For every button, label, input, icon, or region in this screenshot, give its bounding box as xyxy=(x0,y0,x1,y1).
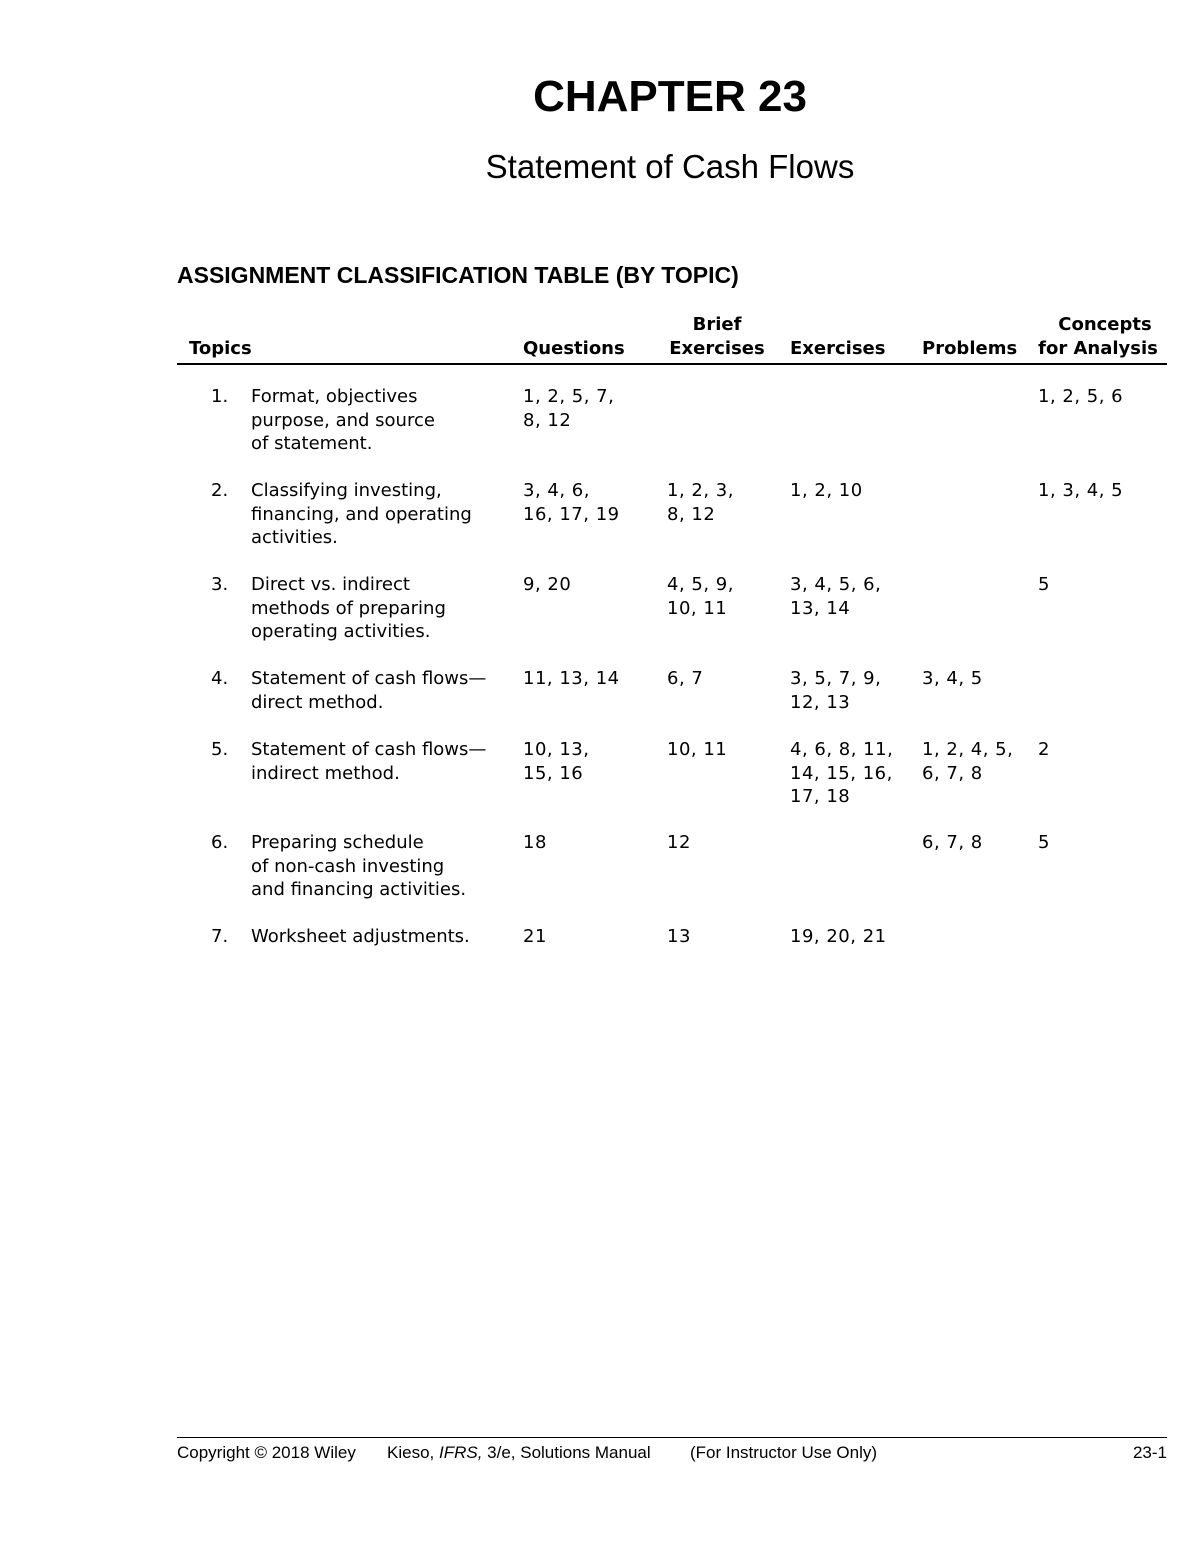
chapter-subtitle: Statement of Cash Flows xyxy=(485,148,855,185)
row-questions: 18 xyxy=(523,832,547,853)
header-problems: Problems xyxy=(922,338,1018,359)
header-exercises: Exercises xyxy=(790,338,886,359)
footer-citation xyxy=(387,1443,651,1463)
header-topics: Topics xyxy=(189,338,252,359)
row-topic: Direct vs. indirect methods of preparing operating activities. xyxy=(251,574,446,642)
footer-edition: 3/e, Solutions Manual xyxy=(482,1443,651,1462)
header-brief-exercises-bottom: Exercises xyxy=(669,338,765,359)
row-brief-exercises: 1, 2, 3, 8, 12 xyxy=(667,480,734,525)
footer-usage-note: (For Instructor Use Only) xyxy=(690,1443,878,1462)
table-row xyxy=(177,479,1167,551)
row-number: 7. xyxy=(211,926,229,947)
row-number: 4. xyxy=(211,668,229,689)
table-row xyxy=(177,831,1167,903)
table-row xyxy=(177,385,1167,457)
footer-book-title: IFRS, xyxy=(438,1443,483,1462)
row-exercises: 19, 20, 21 xyxy=(790,926,887,947)
footer-copyright: Copyright © 2018 Wiley xyxy=(177,1443,356,1462)
row-brief-exercises: 6, 7 xyxy=(667,668,704,689)
row-exercises: 1, 2, 10 xyxy=(790,480,863,501)
row-questions: 9, 20 xyxy=(523,574,572,595)
row-number: 1. xyxy=(211,386,229,407)
section-heading: ASSIGNMENT CLASSIFICATION TABLE (BY TOPIC) xyxy=(177,262,739,288)
row-exercises: 4, 6, 8, 11, 14, 15, 16, 17, 18 xyxy=(790,739,894,807)
assignment-classification-table xyxy=(177,314,1167,947)
footer-author: Kieso, xyxy=(387,1443,439,1462)
row-concepts: 5 xyxy=(1038,832,1050,853)
header-concepts-bottom: for Analysis xyxy=(1038,338,1158,359)
table-row xyxy=(177,925,1167,949)
row-problems: 6, 7, 8 xyxy=(922,832,983,853)
row-problems: 3, 4, 5 xyxy=(922,668,983,689)
row-brief-exercises: 13 xyxy=(667,926,691,947)
header-brief-exercises xyxy=(667,313,767,361)
row-topic: Statement of cash flows— indirect method. xyxy=(251,739,487,784)
row-exercises: 3, 4, 5, 6, 13, 14 xyxy=(790,574,882,619)
table-row xyxy=(177,738,1167,834)
header-concepts-for-analysis xyxy=(1034,313,1162,361)
row-topic: Classifying investing, financing, and operating activities. xyxy=(251,480,472,548)
row-number: 3. xyxy=(211,574,229,595)
footer-page-number: 23-1 xyxy=(1132,1443,1167,1462)
row-questions: 11, 13, 14 xyxy=(523,668,620,689)
row-concepts: 1, 3, 4, 5 xyxy=(1038,480,1124,501)
footer-rule xyxy=(177,1437,1167,1438)
row-brief-exercises: 10, 11 xyxy=(667,739,728,760)
table-header-row xyxy=(177,315,1167,365)
table-row xyxy=(177,573,1167,645)
row-number: 5. xyxy=(211,739,229,760)
row-brief-exercises: 12 xyxy=(667,832,691,853)
row-concepts: 1, 2, 5, 6 xyxy=(1038,386,1124,407)
row-brief-exercises: 4, 5, 9, 10, 11 xyxy=(667,574,734,619)
row-questions: 3, 4, 6, 16, 17, 19 xyxy=(523,480,620,525)
row-concepts: 2 xyxy=(1038,739,1050,760)
row-problems: 1, 2, 4, 5, 6, 7, 8 xyxy=(922,739,1014,784)
row-concepts: 5 xyxy=(1038,574,1050,595)
header-questions: Questions xyxy=(523,338,625,359)
chapter-title: CHAPTER 23 xyxy=(533,72,807,121)
row-questions: 21 xyxy=(523,926,547,947)
row-topic: Preparing schedule of non-cash investing and financing activities. xyxy=(251,832,467,900)
table-row xyxy=(177,667,1167,715)
header-brief-exercises-top: Brief xyxy=(692,314,742,335)
row-topic: Format, objectives purpose, and source of statement. xyxy=(251,386,435,454)
row-exercises: 3, 5, 7, 9, 12, 13 xyxy=(790,668,882,713)
row-topic: Statement of cash flows— direct method. xyxy=(251,668,487,713)
row-number: 6. xyxy=(211,832,229,853)
row-topic: Worksheet adjustments. xyxy=(251,926,470,947)
header-concepts-top: Concepts xyxy=(1058,314,1152,335)
row-questions: 10, 13, 15, 16 xyxy=(523,739,590,784)
row-questions: 1, 2, 5, 7, 8, 12 xyxy=(523,386,615,431)
row-number: 2. xyxy=(211,480,229,501)
